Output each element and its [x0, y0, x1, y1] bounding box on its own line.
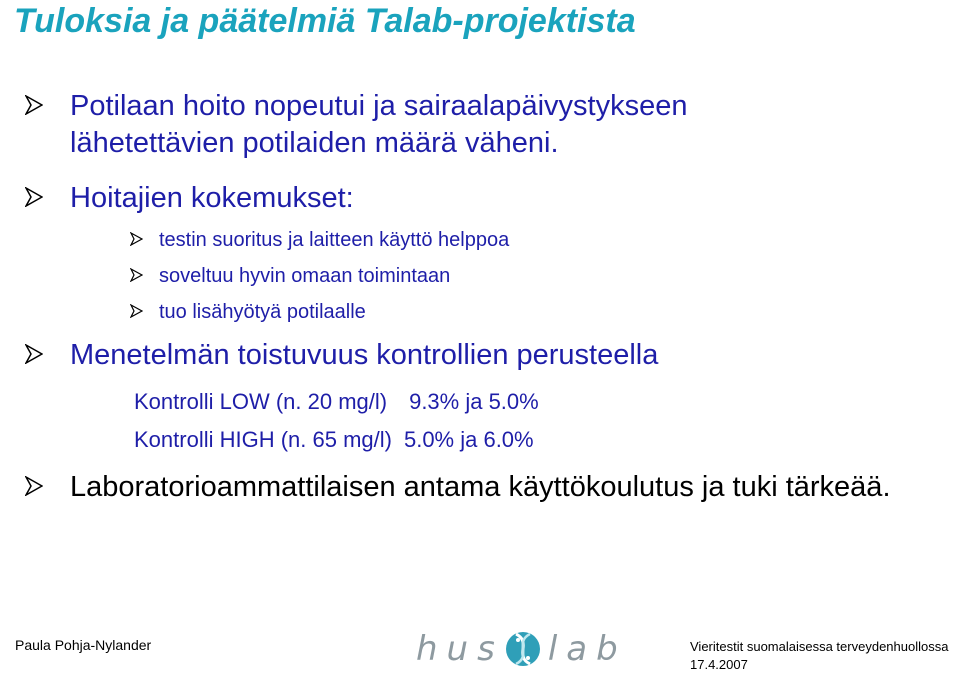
control-row-low [134, 389, 539, 415]
arrowhead-bullet-icon [25, 187, 43, 207]
bullet-1-text: Potilaan hoito nopeutui ja sairaalapäivystykseen lähetettävien potilaiden määrä väheni. [70, 90, 688, 159]
arrowhead-bullet-icon [25, 95, 43, 115]
arrowhead-bullet-icon [130, 232, 143, 246]
control-low-label: Kontrolli LOW (n. 20 mg/l) [134, 389, 388, 414]
arrowhead-bullet-icon [130, 304, 143, 318]
bullet-3 [25, 337, 845, 374]
sub-bullet-1 [130, 227, 730, 253]
arrowhead-bullet-icon [25, 476, 43, 496]
logo-text-hus: hus [416, 629, 504, 669]
slide-title: Tuloksia ja päätelmiä Talab-projektista [14, 2, 636, 40]
control-high-label: Kontrolli HIGH (n. 65 mg/l) [134, 427, 392, 452]
footer-author: Paula Pohja-Nylander [15, 637, 152, 653]
control-low-value: 9.3% ja 5.0% [409, 389, 539, 414]
sub-bullet-3-text: tuo lisähyötyä potilaalle [159, 301, 366, 323]
arrowhead-bullet-icon [25, 344, 43, 364]
bullet-1 [25, 88, 805, 162]
bullet-4-text: Laboratorioammattilaisen antama käyttökoulutus ja tuki tärkeää. [70, 471, 891, 503]
control-row-high [134, 427, 534, 453]
bullet-2 [25, 180, 805, 217]
footer-event-info [690, 638, 948, 674]
sub-bullet-2 [130, 263, 730, 289]
bullet-4 [25, 469, 925, 506]
sub-bullet-2-text: soveltuu hyvin omaan toimintaan [159, 265, 451, 287]
hus-lab-logo-icon [504, 628, 542, 670]
sub-bullet-1-text: testin suoritus ja laitteen käyttö helppoa [159, 229, 510, 251]
footer-event: Vieritestit suomalaisessa terveydenhuollossa [690, 639, 949, 654]
control-high-value: 5.0% ja 6.0% [403, 427, 534, 452]
bullet-2-text: Hoitajien kokemukset: [70, 182, 354, 214]
logo-text-lab: lab [547, 629, 627, 669]
footer-date: 17.4.2007 [690, 657, 748, 672]
hus-lab-logo [416, 628, 627, 670]
arrowhead-bullet-icon [130, 268, 143, 282]
bullet-3-text: Menetelmän toistuvuus kontrollien perusteella [70, 339, 659, 371]
sub-bullet-3 [130, 299, 730, 325]
